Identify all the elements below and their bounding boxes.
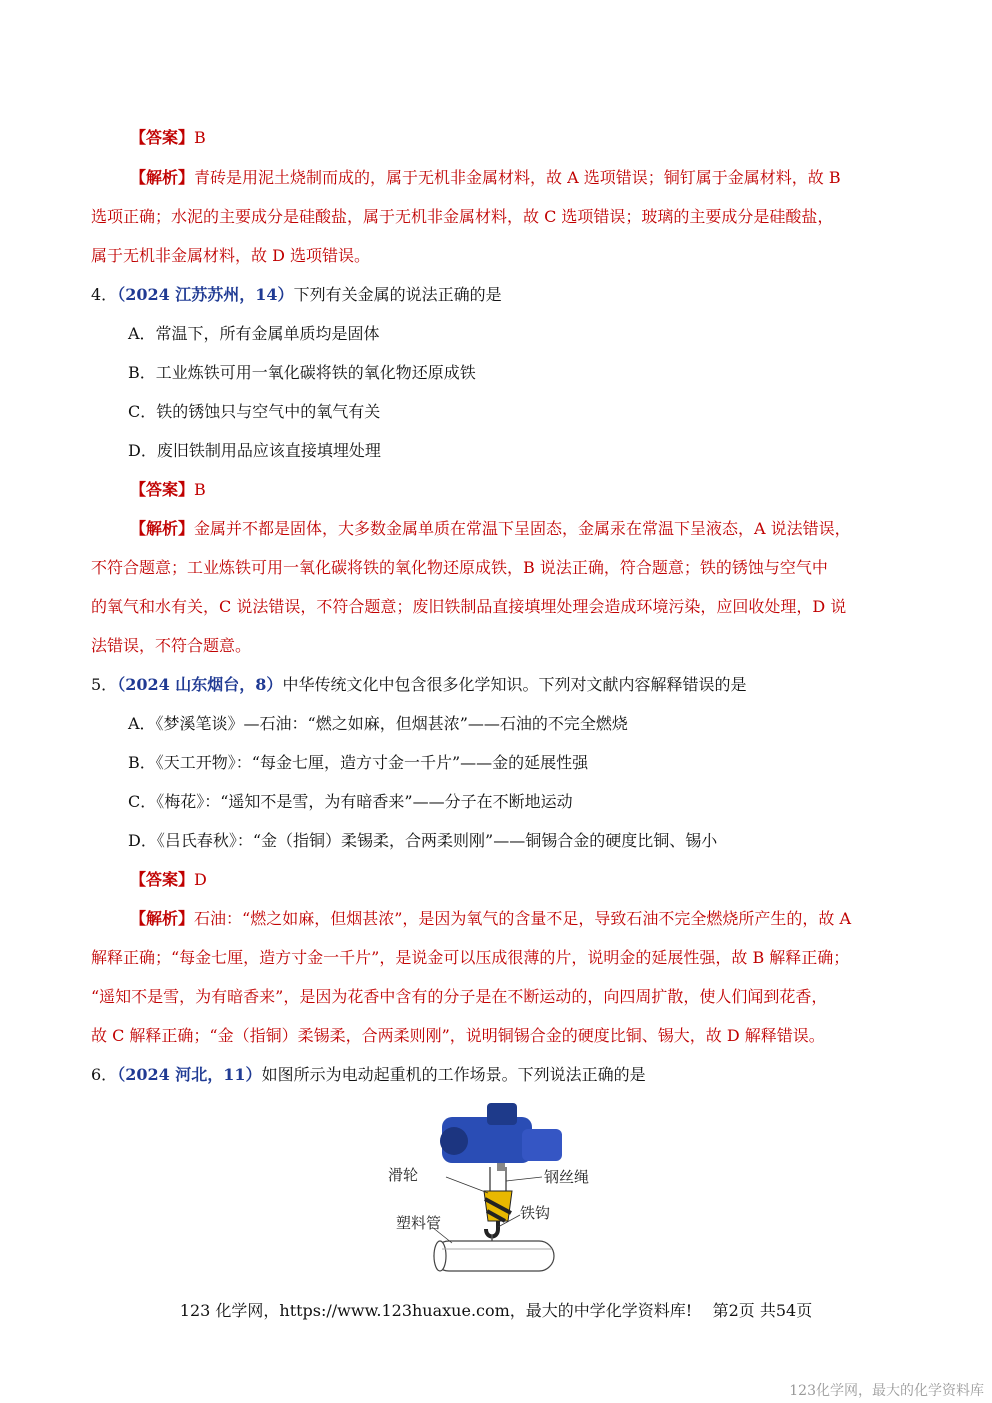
label-pulley: 滑轮 bbox=[388, 1166, 419, 1184]
analysis-tag: 【解析】 bbox=[130, 519, 195, 538]
crane-figure bbox=[388, 1095, 612, 1285]
hoist-end-cap bbox=[440, 1127, 468, 1155]
label-wire-rope: 钢丝绳 bbox=[544, 1168, 590, 1186]
q4-analysis-line-4: 法错误，不符合题意。 bbox=[91, 636, 252, 655]
pipe-end bbox=[434, 1241, 446, 1271]
analysis-text: 青砖是用泥土烧制而成的，属于无机非金属材料，故 A 选项错误；铜钉属于金属材料，故 B bbox=[194, 168, 841, 187]
question-text: 中华传统文化中包含很多化学知识。下列对文献内容解释错误的是 bbox=[282, 675, 747, 694]
question-source: （2024 山东烟台，8） bbox=[117, 675, 283, 694]
q5-option-a: A．《梦溪笔谈》—石油：“燃之如麻，但烟甚浓”——石油的不完全燃烧 bbox=[128, 714, 628, 733]
q4-analysis-line-3: 的氧气和水有关，C 说法错误，不符合题意；废旧铁制品直接填埋处理会造成环境污染，应回收处理，D 说 bbox=[91, 597, 847, 616]
plastic-pipe bbox=[434, 1241, 554, 1271]
q3-analysis-line-2: 选项正确；水泥的主要成分是硅酸盐，属于无机非金属材料，故 C 选项错误；玻璃的主要成分是硅酸盐， bbox=[91, 207, 834, 226]
q5-option-d: D．《吕氏春秋》：“金（指铜）柔锡柔，合两柔则刚”——铜锡合金的硬度比铜、锡小 bbox=[128, 831, 718, 850]
label-plastic-pipe: 塑料管 bbox=[396, 1214, 442, 1232]
iron-hook bbox=[486, 1221, 498, 1237]
question-number: 5． bbox=[91, 675, 118, 694]
q5-option-c: C．《梅花》：“遥知不是雪，为有暗香来”——分子在不断地运动 bbox=[128, 792, 573, 811]
analysis-tag: 【解析】 bbox=[130, 168, 195, 187]
q5-analysis-line-1 bbox=[130, 909, 851, 929]
q4-option-b: B．工业炼铁可用一氧化碳将铁的氧化物还原成铁 bbox=[128, 363, 476, 382]
answer-tag: 【答案】 bbox=[130, 480, 195, 499]
q5-analysis-line-3: “遥知不是雪，为有暗香来”，是因为花香中含有的分子是在不断运动的，向四周扩散，使人们闻到花香， bbox=[91, 987, 828, 1006]
footer-page-number: 第2页 共54页 bbox=[712, 1301, 813, 1320]
question-text: 下列有关金属的说法正确的是 bbox=[293, 285, 502, 304]
answer-value: B bbox=[194, 480, 206, 499]
hoist-hook-mount bbox=[497, 1163, 505, 1171]
answer-value: D bbox=[194, 870, 207, 889]
q5-analysis-line-2: 解释正确；“每金七厘，造方寸金一千片”，是说金可以压成很薄的片，说明金的延展性强，故 B 解释正确； bbox=[91, 948, 850, 967]
q5-stem bbox=[91, 675, 746, 695]
q3-analysis-line-3: 属于无机非金属材料，故 D 选项错误。 bbox=[91, 246, 371, 265]
question-source: （2024 江苏苏州，14） bbox=[117, 285, 294, 304]
page-footer bbox=[0, 1298, 992, 1321]
q4-answer bbox=[130, 480, 206, 500]
crane-illustration bbox=[392, 1095, 612, 1285]
hoist-top-box bbox=[487, 1103, 517, 1125]
q4-option-d: D．废旧铁制用品应该直接填埋处理 bbox=[128, 441, 381, 460]
q3-analysis-line-1 bbox=[130, 168, 841, 188]
question-number: 4． bbox=[91, 285, 118, 304]
answer-tag: 【答案】 bbox=[130, 128, 195, 147]
analysis-text: 石油：“燃之如麻，但烟甚浓”，是因为氧气的含量不足，导致石油不完全燃烧所产生的，故 A bbox=[194, 909, 852, 928]
q3-answer bbox=[130, 128, 206, 148]
q4-stem bbox=[91, 285, 502, 305]
analysis-text: 金属并不都是固体，大多数金属单质在常温下呈固态，金属汞在常温下呈液态，A 说法错误， bbox=[194, 519, 851, 538]
q6-stem bbox=[91, 1065, 646, 1085]
leader-wire-rope bbox=[506, 1177, 542, 1181]
question-source: （2024 河北，11） bbox=[117, 1065, 262, 1084]
q4-analysis-line-2: 不符合题意；工业炼铁可用一氧化碳将铁的氧化物还原成铁，B 说法正确，符合题意；铁的锈蚀与空气中 bbox=[91, 558, 828, 577]
q4-option-a: A．常温下，所有金属单质均是固体 bbox=[128, 324, 380, 343]
answer-tag: 【答案】 bbox=[130, 870, 195, 889]
footer-site-text: 123 化学网，https://www.123huaxue.com，最大的中学化学资料库! bbox=[179, 1301, 693, 1320]
answer-value: B bbox=[194, 128, 206, 147]
analysis-tag: 【解析】 bbox=[130, 909, 195, 928]
q5-answer bbox=[130, 870, 207, 890]
q5-analysis-line-4: 故 C 解释正确；“金（指铜）柔锡柔，合两柔则刚”，说明铜锡合金的硬度比铜、锡大，故 D 解释错误。 bbox=[91, 1026, 825, 1045]
leader-pulley bbox=[446, 1177, 488, 1193]
question-number: 6． bbox=[91, 1065, 118, 1084]
q4-analysis-line-1 bbox=[130, 519, 851, 539]
q5-option-b: B．《天工开物》：“每金七厘，造方寸金一千片”——金的延展性强 bbox=[128, 753, 589, 772]
label-iron-hook: 铁钩 bbox=[520, 1204, 551, 1222]
watermark: 123化学网，最大的化学资料库 bbox=[789, 1383, 984, 1399]
hoist-gearbox bbox=[522, 1129, 562, 1161]
q4-option-c: C．铁的锈蚀只与空气中的氧气有关 bbox=[128, 402, 381, 421]
question-text: 如图所示为电动起重机的工作场景。下列说法正确的是 bbox=[261, 1065, 646, 1084]
